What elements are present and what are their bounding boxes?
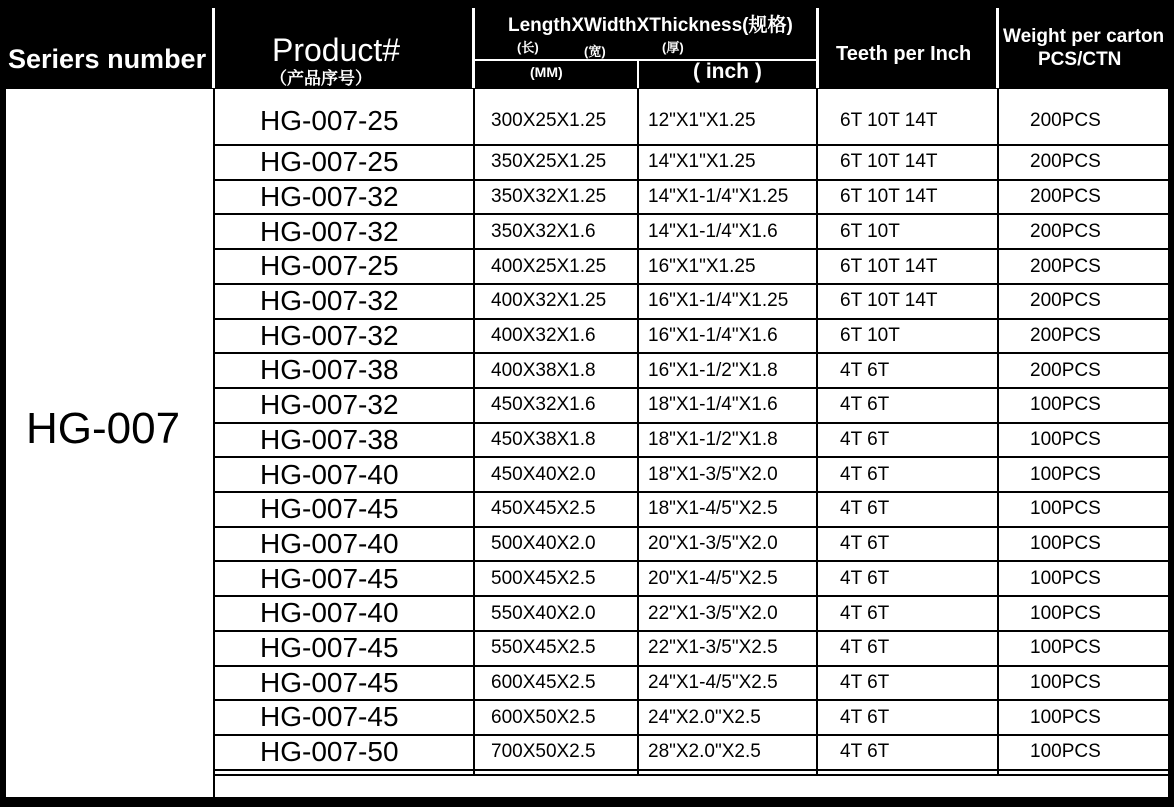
inch-cell: 18"X1-1/4"X1.6 <box>648 394 778 415</box>
mm-cell: 400X25X1.25 <box>491 256 607 277</box>
inch-cell: 18"X1-1/2"X1.8 <box>648 429 778 450</box>
header-teeth: Teeth per Inch <box>836 43 972 65</box>
product-cell: HG-007-32 <box>260 216 399 247</box>
pcs-cell: 100PCS <box>1030 498 1101 519</box>
pcs-cell: 100PCS <box>1030 464 1101 485</box>
pcs-cell: 200PCS <box>1030 110 1101 131</box>
teeth-cell: 6T 10T <box>840 325 900 346</box>
teeth-cell: 6T 10T 14T <box>840 186 938 207</box>
header-product: Product# <box>272 32 401 68</box>
inch-cell: 22"X1-3/5"X2.5 <box>648 637 778 658</box>
inch-cell: 22"X1-3/5"X2.0 <box>648 603 778 624</box>
teeth-cell: 4T 6T <box>840 429 890 450</box>
teeth-cell: 4T 6T <box>840 603 890 624</box>
header-cn-thickness: (厚) <box>662 40 684 55</box>
teeth-cell: 6T 10T 14T <box>840 151 938 172</box>
pcs-cell: 200PCS <box>1030 290 1101 311</box>
product-cell: HG-007-25 <box>260 105 399 136</box>
pcs-cell: 200PCS <box>1030 325 1101 346</box>
pcs-cell: 200PCS <box>1030 221 1101 242</box>
header-cn-length: (长) <box>517 40 539 55</box>
mm-cell: 350X25X1.25 <box>491 151 607 172</box>
teeth-cell: 4T 6T <box>840 707 890 728</box>
mm-cell: 550X40X2.0 <box>491 603 596 624</box>
inch-cell: 16"X1"X1.25 <box>648 256 756 277</box>
teeth-cell: 6T 10T 14T <box>840 290 938 311</box>
teeth-cell: 6T 10T <box>840 221 900 242</box>
mm-cell: 450X38X1.8 <box>491 429 596 450</box>
inch-cell: 14"X1"X1.25 <box>648 151 756 172</box>
product-cell: HG-007-45 <box>260 701 399 732</box>
product-cell: HG-007-40 <box>260 459 399 490</box>
row-divider <box>214 560 1168 562</box>
header-cn-width: (宽) <box>584 44 606 59</box>
teeth-cell: 4T 6T <box>840 672 890 693</box>
header-weight-line1: Weight per carton <box>1003 26 1165 47</box>
column-line <box>637 89 639 775</box>
header-divider <box>212 8 215 88</box>
teeth-cell: 4T 6T <box>840 741 890 762</box>
row-divider <box>214 213 1168 215</box>
inch-cell: 14"X1-1/4"X1.25 <box>648 186 789 207</box>
header-divider <box>816 8 819 88</box>
product-cell: HG-007-45 <box>260 493 399 524</box>
mm-cell: 500X45X2.5 <box>491 568 596 589</box>
teeth-cell: 4T 6T <box>840 498 890 519</box>
header-divider <box>473 59 817 61</box>
product-cell: HG-007-32 <box>260 181 399 212</box>
product-cell: HG-007-50 <box>260 736 399 767</box>
header-product-cn: （产品序号） <box>270 69 372 88</box>
product-cell: HG-007-38 <box>260 354 399 385</box>
pcs-cell: 100PCS <box>1030 603 1101 624</box>
product-cell: HG-007-45 <box>260 632 399 663</box>
right-border <box>1168 89 1174 807</box>
mm-cell: 500X40X2.0 <box>491 533 596 554</box>
inch-cell: 18"X1-4/5"X2.5 <box>648 498 778 519</box>
inch-cell: 20"X1-3/5"X2.0 <box>648 533 778 554</box>
inch-cell: 28"X2.0"X2.5 <box>648 741 761 762</box>
teeth-cell: 6T 10T 14T <box>840 256 938 277</box>
mm-cell: 400X32X1.25 <box>491 290 607 311</box>
inch-cell: 12"X1"X1.25 <box>648 110 756 131</box>
pcs-cell: 100PCS <box>1030 637 1101 658</box>
pcs-cell: 100PCS <box>1030 672 1101 693</box>
header-unit-mm: (MM) <box>530 64 563 80</box>
mm-cell: 450X45X2.5 <box>491 498 596 519</box>
series-value: HG-007 <box>26 404 181 453</box>
header-divider <box>472 8 475 88</box>
pcs-cell: 100PCS <box>1030 707 1101 728</box>
inch-cell: 24"X1-4/5"X2.5 <box>648 672 778 693</box>
column-line <box>816 89 818 775</box>
product-cell: HG-007-32 <box>260 285 399 316</box>
inch-cell: 16"X1-1/4"X1.25 <box>648 290 789 311</box>
row-divider <box>214 456 1168 458</box>
row-divider <box>214 769 1168 771</box>
header-dimensions: LengthXWidthXThickness(规格) <box>508 15 793 36</box>
pcs-cell: 200PCS <box>1030 186 1101 207</box>
inch-cell: 20"X1-4/5"X2.5 <box>648 568 778 589</box>
teeth-cell: 4T 6T <box>840 464 890 485</box>
table-end-line <box>214 774 1168 776</box>
product-cell: HG-007-25 <box>260 250 399 281</box>
product-cell: HG-007-40 <box>260 528 399 559</box>
mm-cell: 350X32X1.25 <box>491 186 607 207</box>
mm-cell: 600X45X2.5 <box>491 672 596 693</box>
product-cell: HG-007-40 <box>260 597 399 628</box>
mm-cell: 400X38X1.8 <box>491 360 596 381</box>
left-border <box>0 89 6 807</box>
mm-cell: 550X45X2.5 <box>491 637 596 658</box>
mm-cell: 450X40X2.0 <box>491 464 596 485</box>
inch-cell: 24"X2.0"X2.5 <box>648 707 761 728</box>
pcs-cell: 200PCS <box>1030 256 1101 277</box>
header-weight-line2: PCS/CTN <box>1038 49 1122 70</box>
header-divider <box>637 60 639 88</box>
inch-cell: 14"X1-1/4"X1.6 <box>648 221 778 242</box>
pcs-cell: 200PCS <box>1030 360 1101 381</box>
product-cell: HG-007-45 <box>260 667 399 698</box>
teeth-cell: 4T 6T <box>840 394 890 415</box>
inch-cell: 16"X1-1/4"X1.6 <box>648 325 778 346</box>
mm-cell: 450X32X1.6 <box>491 394 596 415</box>
mm-cell: 600X50X2.5 <box>491 707 596 728</box>
column-line <box>473 89 475 775</box>
pcs-cell: 100PCS <box>1030 429 1101 450</box>
header-series: Seriers number <box>8 44 207 74</box>
product-cell: HG-007-38 <box>260 424 399 455</box>
pcs-cell: 100PCS <box>1030 533 1101 554</box>
teeth-cell: 4T 6T <box>840 568 890 589</box>
inch-cell: 18"X1-3/5"X2.0 <box>648 464 778 485</box>
product-cell: HG-007-25 <box>260 146 399 177</box>
header-unit-inch: ( inch ) <box>693 60 762 83</box>
bottom-border <box>0 797 1174 807</box>
product-cell: HG-007-32 <box>260 389 399 420</box>
mm-cell: 700X50X2.5 <box>491 741 596 762</box>
header-divider <box>996 8 999 88</box>
column-line <box>213 89 215 797</box>
pcs-cell: 100PCS <box>1030 741 1101 762</box>
teeth-cell: 4T 6T <box>840 360 890 381</box>
pcs-cell: 100PCS <box>1030 568 1101 589</box>
teeth-cell: 6T 10T 14T <box>840 110 938 131</box>
teeth-cell: 4T 6T <box>840 533 890 554</box>
column-line <box>997 89 999 775</box>
product-cell: HG-007-45 <box>260 563 399 594</box>
pcs-cell: 200PCS <box>1030 151 1101 172</box>
mm-cell: 300X25X1.25 <box>491 110 607 131</box>
mm-cell: 400X32X1.6 <box>491 325 596 346</box>
inch-cell: 16"X1-1/2"X1.8 <box>648 360 778 381</box>
mm-cell: 350X32X1.6 <box>491 221 596 242</box>
product-cell: HG-007-32 <box>260 320 399 351</box>
teeth-cell: 4T 6T <box>840 637 890 658</box>
pcs-cell: 100PCS <box>1030 394 1101 415</box>
